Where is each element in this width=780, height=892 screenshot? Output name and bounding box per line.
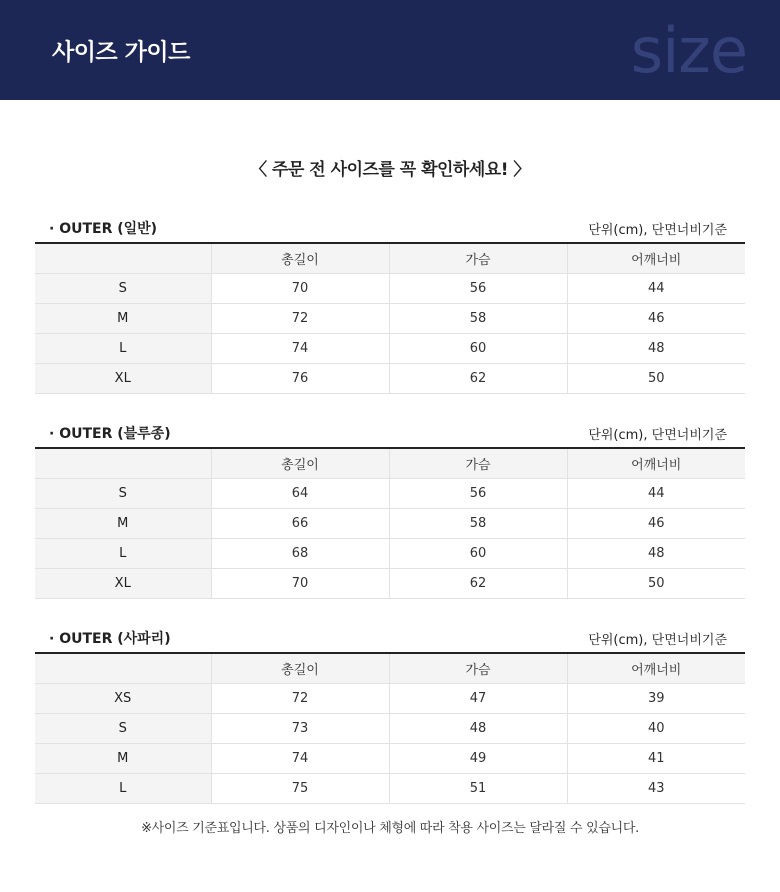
- measurement-cell: 40: [567, 714, 745, 744]
- table-row: [35, 334, 745, 364]
- measurement-cell: 76: [211, 364, 389, 394]
- measurement-cell: 49: [389, 744, 567, 774]
- size-label: M: [35, 744, 211, 774]
- measurement-cell: 60: [389, 334, 567, 364]
- column-header: 가슴: [389, 653, 567, 684]
- measurement-cell: 43: [567, 774, 745, 804]
- column-header: 총길이: [211, 448, 389, 479]
- table-row: [35, 509, 745, 539]
- measurement-cell: 47: [389, 684, 567, 714]
- column-header: 어깨너비: [567, 448, 745, 479]
- column-header: 가슴: [389, 243, 567, 274]
- column-header: 총길이: [211, 243, 389, 274]
- measurement-cell: 62: [389, 569, 567, 599]
- table-header-row: [35, 243, 745, 274]
- measurement-cell: 51: [389, 774, 567, 804]
- column-header: [35, 243, 211, 274]
- size-label: L: [35, 539, 211, 569]
- measurement-cell: 72: [211, 684, 389, 714]
- footnote: ※사이즈 기준표입니다. 상품의 디자인이나 체형에 따라 착용 사이즈는 달라질 수 있습니다.: [141, 821, 639, 836]
- measurement-cell: 60: [389, 539, 567, 569]
- page-title: 사이즈 가이드: [52, 39, 190, 66]
- section-title: · OUTER (블루종): [49, 426, 171, 442]
- unit-note: 단위(cm), 단면너비기준: [588, 633, 727, 648]
- size-section: [35, 215, 745, 394]
- size-label: XS: [35, 684, 211, 714]
- measurement-cell: 73: [211, 714, 389, 744]
- size-label: S: [35, 714, 211, 744]
- measurement-cell: 50: [567, 569, 745, 599]
- measurement-cell: 70: [211, 569, 389, 599]
- measurement-cell: 62: [389, 364, 567, 394]
- table-row: [35, 684, 745, 714]
- measurement-cell: 58: [389, 509, 567, 539]
- measurement-cell: 48: [567, 334, 745, 364]
- measurement-cell: 58: [389, 304, 567, 334]
- measurement-cell: 64: [211, 479, 389, 509]
- size-table: [35, 447, 745, 599]
- table-row: [35, 364, 745, 394]
- unit-note: 단위(cm), 단면너비기준: [588, 223, 727, 238]
- measurement-cell: 44: [567, 479, 745, 509]
- table-row: [35, 774, 745, 804]
- measurement-cell: 50: [567, 364, 745, 394]
- measurement-cell: 74: [211, 744, 389, 774]
- measurement-cell: 48: [567, 539, 745, 569]
- column-header: [35, 448, 211, 479]
- measurement-cell: 39: [567, 684, 745, 714]
- measurement-cell: 48: [389, 714, 567, 744]
- section-title: · OUTER (일반): [49, 221, 158, 237]
- size-label: XL: [35, 569, 211, 599]
- header-banner: [0, 0, 780, 100]
- measurement-cell: 72: [211, 304, 389, 334]
- measurement-cell: 75: [211, 774, 389, 804]
- table-row: [35, 539, 745, 569]
- decorative-size-text: size: [630, 14, 747, 87]
- section-header: [35, 215, 745, 242]
- table-row: [35, 304, 745, 334]
- size-label: S: [35, 479, 211, 509]
- measurement-cell: 46: [567, 304, 745, 334]
- column-header: [35, 653, 211, 684]
- measurement-cell: 70: [211, 274, 389, 304]
- table-header-row: [35, 448, 745, 479]
- table-row: [35, 714, 745, 744]
- size-label: M: [35, 304, 211, 334]
- table-row: [35, 479, 745, 509]
- measurement-cell: 56: [389, 479, 567, 509]
- section-header: [35, 625, 745, 652]
- section-title: · OUTER (사파리): [49, 631, 171, 647]
- column-header: 어깨너비: [567, 653, 745, 684]
- table-row: [35, 569, 745, 599]
- size-label: XL: [35, 364, 211, 394]
- measurement-cell: 66: [211, 509, 389, 539]
- table-row: [35, 274, 745, 304]
- size-label: M: [35, 509, 211, 539]
- size-section: [35, 625, 745, 804]
- size-table: [35, 242, 745, 394]
- table-row: [35, 744, 745, 774]
- table-header-row: [35, 653, 745, 684]
- column-header: 가슴: [389, 448, 567, 479]
- measurement-cell: 41: [567, 744, 745, 774]
- measurement-cell: 44: [567, 274, 745, 304]
- size-section: [35, 420, 745, 599]
- size-label: S: [35, 274, 211, 304]
- column-header: 어깨너비: [567, 243, 745, 274]
- size-label: L: [35, 334, 211, 364]
- unit-note: 단위(cm), 단면너비기준: [588, 428, 727, 443]
- size-label: L: [35, 774, 211, 804]
- measurement-cell: 68: [211, 539, 389, 569]
- measurement-cell: 46: [567, 509, 745, 539]
- measurement-cell: 56: [389, 274, 567, 304]
- size-table: [35, 652, 745, 804]
- section-header: [35, 420, 745, 447]
- measurement-cell: 74: [211, 334, 389, 364]
- column-header: 총길이: [211, 653, 389, 684]
- notice-heading: 〈 주문 전 사이즈를 꼭 확인하세요! 〉: [250, 160, 530, 180]
